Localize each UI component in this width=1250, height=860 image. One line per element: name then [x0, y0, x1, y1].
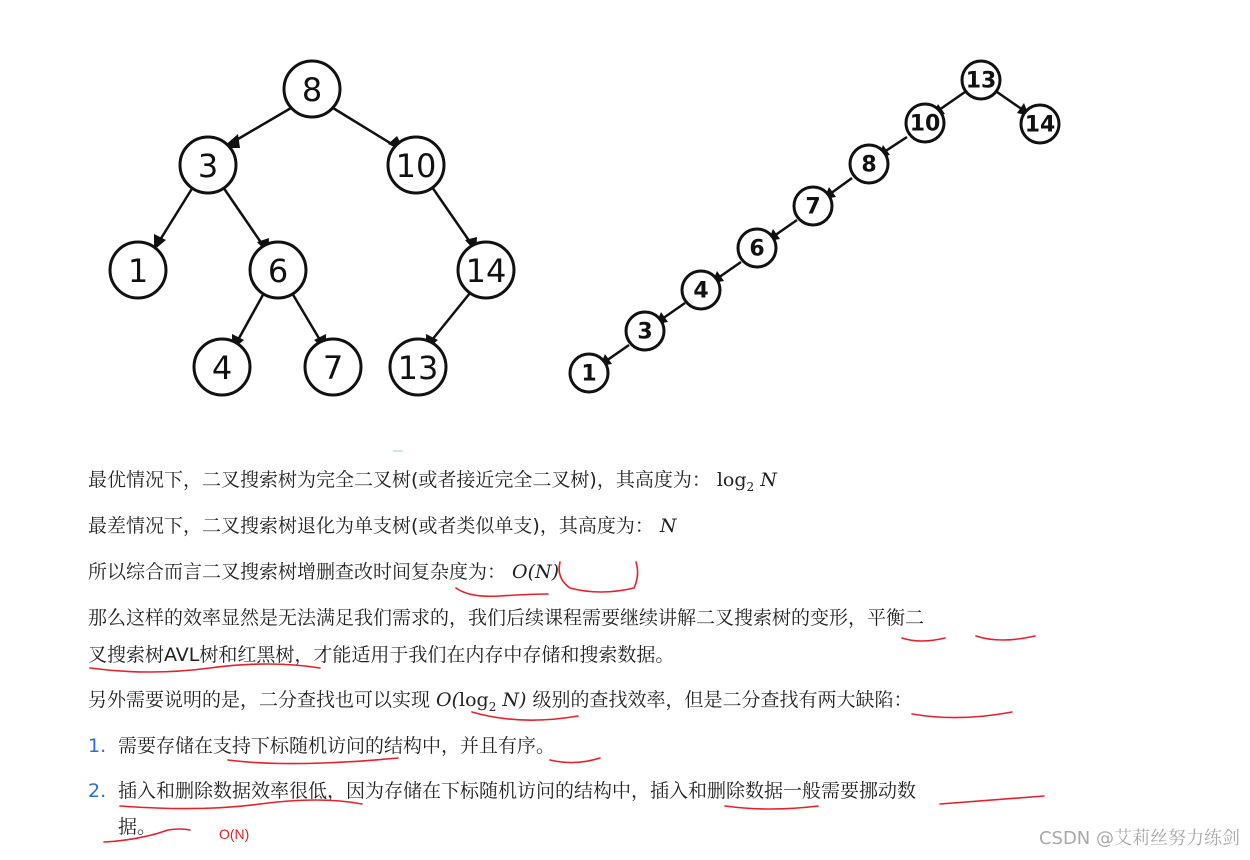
- chain-node-8: [850, 145, 888, 183]
- tree-node-13: [390, 339, 446, 395]
- cursor-mark: [393, 450, 403, 452]
- edge-14-13: [432, 293, 470, 340]
- svg-text:14: 14: [1024, 112, 1056, 138]
- svg-text:1: 1: [581, 361, 597, 387]
- edge-3-1: [160, 187, 193, 240]
- edge-7-6: [774, 220, 797, 236]
- svg-text:7: 7: [805, 194, 821, 220]
- chain-node-13: [962, 61, 1000, 99]
- list-number-1: 1.: [88, 735, 107, 757]
- tree-node-4: [194, 339, 250, 395]
- chain-node-10: [906, 104, 944, 142]
- list-item-2-text-2: 据。: [118, 816, 157, 838]
- list-item-2-text-1: 插入和删除数据效率很低，因为存储在下标随机访问的结构中，插入和删除数据一般需要挪动数: [118, 780, 917, 802]
- variants-text-1: 那么这样的效率显然是无法满足我们需求的，我们后续课程需要继续讲解二叉搜索树的变形，平衡二: [88, 607, 925, 629]
- list-number-2: 2.: [88, 780, 107, 802]
- chain-node-3: [626, 312, 664, 350]
- paragraph-variants-line2: [88, 640, 674, 670]
- underline-balanced: [976, 636, 1035, 640]
- variants-text-2: 叉搜索树AVL树和红黑树，才能适用于我们在内存中存储和搜索数据。: [88, 644, 675, 666]
- worst-case-formula: N: [659, 515, 677, 537]
- chain-node-4: [682, 271, 720, 309]
- svg-text:7: 7: [322, 349, 344, 387]
- svg-text:14: 14: [465, 252, 507, 290]
- underline-ordered: [550, 758, 600, 763]
- edge-8-10: [333, 108, 395, 146]
- svg-text:3: 3: [637, 319, 653, 345]
- paragraph-worst-case: [88, 511, 676, 541]
- svg-text:4: 4: [693, 278, 709, 304]
- svg-text:6: 6: [749, 236, 765, 262]
- svg-text:10: 10: [395, 147, 437, 185]
- svg-text:6: 6: [267, 252, 289, 290]
- best-case-formula: $\log_2 N$: [716, 469, 777, 494]
- svg-text:8: 8: [861, 152, 877, 178]
- underline-complexity: [456, 588, 548, 596]
- tree-node-6: [250, 242, 306, 298]
- complexity-text: 所以综合而言二叉搜索树增删查改时间复杂度为：: [88, 561, 507, 583]
- list-item-1: [88, 731, 555, 761]
- svg-text:1: 1: [127, 252, 149, 290]
- complexity-formula: O(N): [512, 561, 560, 583]
- svg-text:8: 8: [301, 71, 323, 109]
- best-case-text: 最优情况下，二叉搜索树为完全二叉树(或者接近完全二叉树)，其高度为：: [88, 469, 711, 491]
- paragraph-variants-line1: [88, 603, 924, 633]
- binary-search-text-b: 级别的查找效率，但是二分查找有两大缺陷：: [532, 689, 913, 711]
- underline-defects: [912, 712, 1012, 718]
- edge-13-10: [939, 92, 965, 110]
- edge-10-8: [884, 137, 907, 152]
- edge-6-4: [718, 262, 741, 278]
- degenerate-tree-nodes: [570, 61, 1059, 392]
- underline-move: [940, 796, 1044, 804]
- tree-node-7: [305, 339, 361, 395]
- underline-variant: [902, 638, 945, 641]
- svg-text:3: 3: [197, 147, 219, 185]
- worst-case-text: 最差情况下，二叉搜索树退化为单支树(或者类似单支)，其高度为：: [88, 515, 654, 537]
- tree-node-14: [458, 242, 514, 298]
- tree-node-10: [388, 137, 444, 193]
- edge-6-4: [238, 293, 264, 340]
- list-item-1-text: 需要存储在支持下标随机访问的结构中，并且有序。: [118, 735, 556, 757]
- svg-text:4: 4: [211, 349, 233, 387]
- edge-10-14: [432, 187, 470, 242]
- svg-text:10: 10: [909, 111, 941, 137]
- edge-13-14: [997, 92, 1023, 110]
- bracket-on: [559, 562, 637, 592]
- red-annotation-on: O(N): [219, 826, 250, 842]
- edge-3-6: [223, 187, 262, 244]
- paragraph-best-case: [88, 465, 777, 495]
- binary-search-text-a: 另外需要说明的是，二分查找也可以实现: [88, 689, 431, 711]
- list-item-2-continued: [118, 812, 156, 842]
- tree-node-8: [284, 61, 340, 117]
- degenerate-tree-edges: [606, 92, 1023, 361]
- chain-node-1: [570, 354, 608, 392]
- chain-node-14: [1021, 105, 1059, 143]
- balanced-tree-nodes: [110, 61, 514, 395]
- paragraph-binary-search: [88, 685, 912, 715]
- list-item-2: [88, 776, 916, 806]
- chain-node-6: [738, 229, 776, 267]
- underline-insert-delete: [725, 806, 818, 809]
- svg-text:13: 13: [965, 68, 997, 94]
- watermark: CSDN @艾莉丝努力练剑: [1038, 828, 1240, 849]
- tree-node-3: [180, 137, 236, 193]
- chain-node-7: [794, 187, 832, 225]
- edge-8-3: [233, 108, 291, 142]
- svg-text:13: 13: [397, 349, 439, 387]
- edge-8-7: [830, 178, 852, 194]
- tree-node-1: [110, 242, 166, 298]
- edge-3-1: [606, 345, 629, 361]
- paragraph-complexity: [88, 557, 559, 587]
- edge-6-7: [292, 293, 320, 340]
- edge-4-3: [662, 303, 685, 319]
- binary-search-formula: $O(\log_2$ N): [436, 689, 527, 714]
